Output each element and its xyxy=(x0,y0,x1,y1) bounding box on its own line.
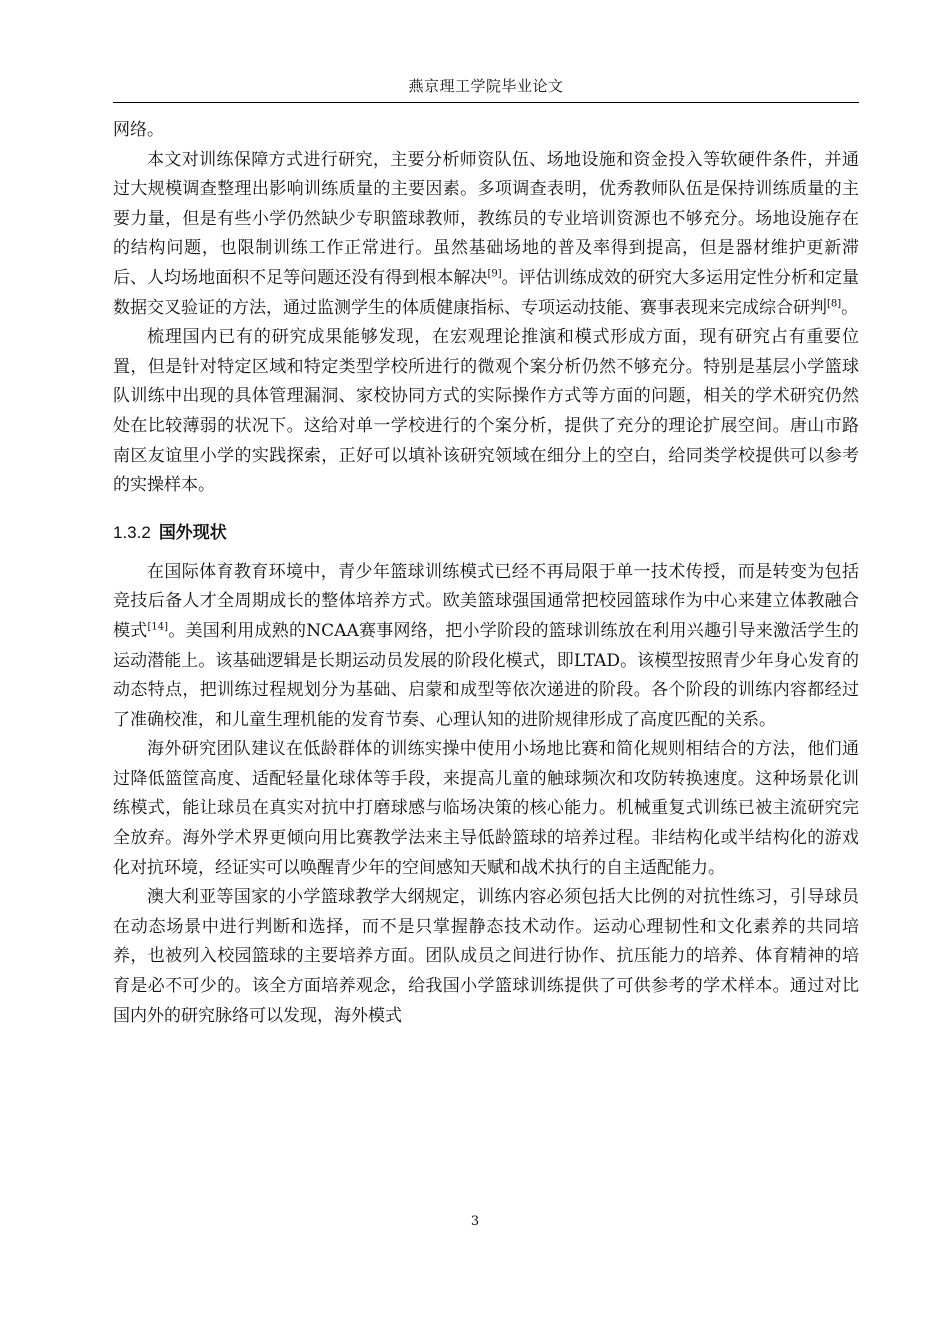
paragraph-small-sided-games: 海外研究团队建议在低龄群体的训练实操中使用小场地比赛和简化规则相结合的方法，他们通过降低篮筐高度、适配轻量化球体等手段，来提高儿童的触球频次和攻防转换速度。这种场景化训练模式，能让球员在真实对抗中打磨球感与临场决策的核心能力。机械重复式训练已被主流研究完全放弃。海外学术界更倾向用比赛教学法来主导低龄篮球的培养过程。非结构化或半结构化的游戏化对抗环境，经证实可以唤醒青少年的空间感知天赋和战术执行的自主适配能力。 xyxy=(113,739,859,878)
citation: [14] xyxy=(147,621,169,633)
paragraph-training-support xyxy=(113,146,859,324)
paragraph-international-models xyxy=(113,558,859,736)
section-title: 国外现状 xyxy=(158,522,227,542)
page-number: 3 xyxy=(470,1214,480,1229)
section-heading xyxy=(113,519,859,547)
paragraph-text: 。评估训练成效的研究大多运用定性分析和定量数据交叉验证的方法，通过监测学生的体质健康指标、专项运动技能、赛事表现来完成综合研判 xyxy=(113,267,860,318)
page-header: 燕京理工学院毕业论文 xyxy=(113,72,859,103)
document-body xyxy=(113,116,859,1031)
paragraph-continuation: 网络。 xyxy=(113,120,164,140)
paragraph-text: 。美国利用成熟的NCAA赛事网络，把小学阶段的篮球训练放在利用兴趣引导来激活学生的运动潜能上。该基础逻辑是长期运动员发展的阶段化模式，即LTAD。该模型按照青少年身心发育的动态特点，把训练过程规划分为基础、启蒙和成型等依次递进的阶段。各个阶段的训练内容都经过了准确校准，和儿童生理机能的发育节奏、心理认知的进阶规律形成了高度匹配的关系。 xyxy=(113,620,860,730)
section-number: 1.3.2 xyxy=(113,522,151,542)
paragraph-australia-syllabus: 澳大利亚等国家的小学篮球教学大纲规定，训练内容必须包括大比例的对抗性练习，引导球员在动态场景中进行判断和选择，而不是只掌握静态技术动作。运动心理韧性和文化素养的共同培养，也被列入校园篮球的主要培养方面。团队成员之间进行协作、抗压能力的培养、体育精神的培育是必不可少的。该全方面培养观念，给我国小学篮球训练提供了可供参考的学术样本。通过对比国内外的研究脉络可以发现，海外模式 xyxy=(113,887,859,1026)
citation: [8] xyxy=(827,297,842,309)
paragraph-text: 。 xyxy=(841,297,859,318)
paragraph-text: 本文对训练保障方式进行研究，主要分析师资队伍、场地设施和资金投入等软硬件条件，并通过大规模调查整理出影响训练质量的主要因素。多项调查表明，优秀教师队伍是保持训练质量的主要力量，但是有些小学仍然缺少专职篮球教师，教练员的专业培训资源也不够充分。场地设施存在的结构问题，也限制训练工作正常进行。虽然基础场地的普及率得到提高，但是器材维护更新滞后、人均场地面积不足等问题还没有得到根本解决 xyxy=(113,149,859,288)
paragraph-text: 在国际体育教育环境中，青少年篮球训练模式已经不再局限于单一技术传授，而是转变为包括竞技后备人才全周期成长的整体培养方式。欧美篮球强国通常把校园篮球作为中心来建立体教融合模式 xyxy=(113,561,859,641)
citation: [9] xyxy=(487,268,502,280)
paragraph-domestic-summary: 梳理国内已有的研究成果能够发现，在宏观理论推演和模式形成方面，现有研究占有重要位置，但是针对特定区域和特定类型学校所进行的微观个案分析仍然不够充分。特别是基层小学篮球队训练中出现的具体管理漏洞、家校协同方式的实际操作方式等方面的问题，相关的学术研究仍然处在比较薄弱的状况下。这给对单一学校进行的个案分析，提供了充分的理论扩展空间。唐山市路南区友谊里小学的实践探索，正好可以填补该研究领域在细分上的空白，给同类学校提供可以参考的实操样本。 xyxy=(113,327,859,496)
